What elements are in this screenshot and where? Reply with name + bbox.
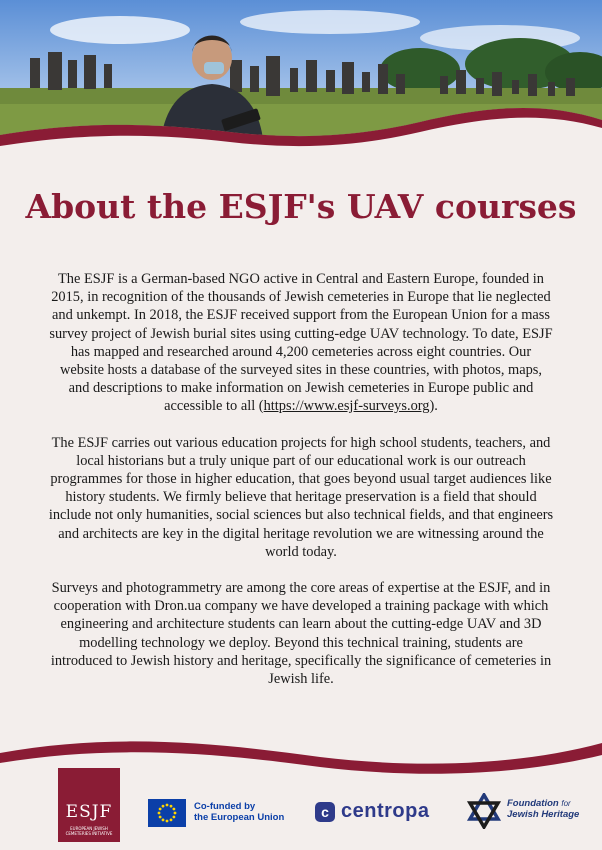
fjh-line2: Jewish Heritage: [507, 809, 580, 820]
fjh-text: [507, 798, 579, 820]
foundation-jewish-heritage-logo: [466, 793, 586, 829]
esjf-logo-subtitle: EUROPEAN JEWISH CEMETERIES INITIATIVE: [65, 826, 113, 836]
paragraph-intro-text: The ESJF is a German-based NGO active in Central and Eastern Europe, founded in 2015, in recognition of the thousands of Jewish cemeteries in Europe that lie neglected and unkempt. In 2018, the ESJF received support from the European Union for a mass survey project of Jewish burial sites using cutting-edge UAV technology. To date, ESJF has mapped and researched around 4,200 cemeteries across eight countries. Our website hosts a database of the surveyed sites in these countries, with photos, maps, and descriptions to make information on Jewish cemeteries in Europe public and accessible to all (: [49, 271, 553, 415]
fjh-line1: Foundation: [507, 798, 559, 809]
paragraph-intro-end: ).: [429, 398, 438, 415]
fjh-for: for: [561, 799, 571, 808]
body-text: [48, 270, 554, 706]
centropa-logo: [315, 800, 450, 826]
eu-cofunded-logo: [148, 799, 293, 827]
eu-flag-icon: [148, 799, 186, 827]
esjf-logo-name: ESJF: [65, 802, 113, 822]
centropa-c-icon: c: [315, 802, 335, 822]
website-link[interactable]: https://www.esjf-surveys.org: [263, 398, 430, 415]
hero-photo: [0, 0, 602, 150]
centropa-name: centropa: [341, 800, 430, 822]
paragraph-education: The ESJF carries out various education projects for high school students, teachers, and local historians but a truly unique part of our educational work is our outreach programmes for those in higher education, that goes beyond usual target audiences like history students. We firmly believe that heritage preservation is a field that should include not only humanities, social sciences but also technical fields, and that engineers and architects are key in the digital heritage revolution we are witnessing around the world today.: [48, 434, 554, 560]
paragraph-intro: [48, 270, 554, 416]
eu-line1: Co-funded by: [194, 801, 256, 812]
paragraph-training: Surveys and photogrammetry are among the core areas of expertise at the ESJF, and in cooperation with Dron.ua company we have developed a training package with which engineering and architecture students can learn about the cutting-edge UAV and 3D modelling technology we deploy. Beyond this technical training, students are introduced to Jewish history and heritage, specifically the significance of cemeteries in Jewish life.: [50, 580, 552, 688]
eu-cofunded-text: [194, 801, 284, 823]
eu-line2: the European Union: [194, 812, 285, 823]
star-of-david-icon: [466, 793, 502, 829]
page-title: About the ESJF's UAV courses: [25, 187, 577, 226]
esjf-logo: [58, 768, 120, 842]
